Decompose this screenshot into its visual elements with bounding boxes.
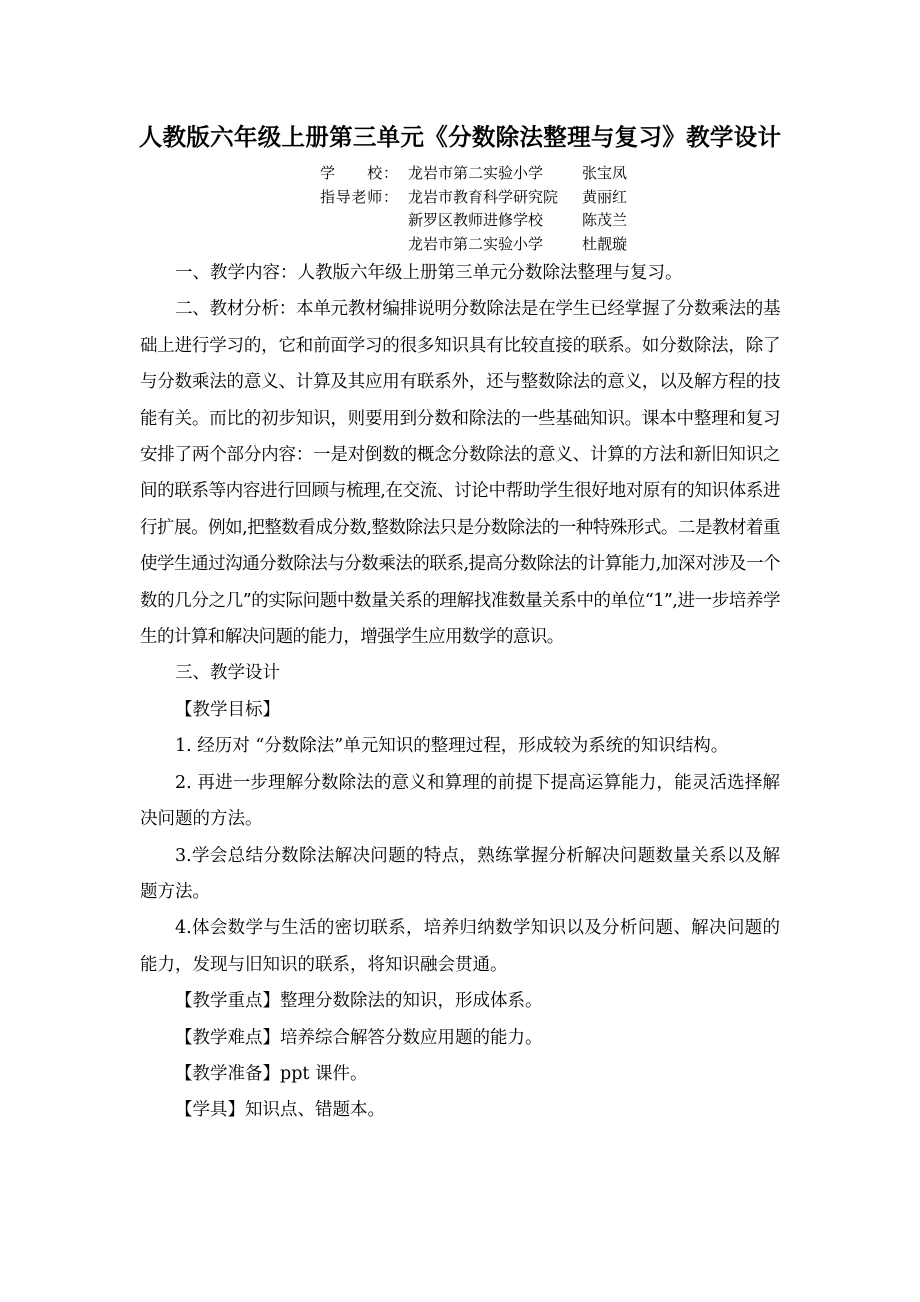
author-row-advisor-3 <box>320 233 627 257</box>
goal-item-4: 4.体会数学与生活的密切联系，培养归纳数学知识以及分析问题、解决问题的能力，发现与旧知识的联系，将知识融会贯通。 <box>140 918 780 975</box>
author-block <box>320 162 627 256</box>
document-body <box>140 255 780 1129</box>
author-label <box>320 209 398 233</box>
section-material-analysis: 二、教材分析：本单元教材编排说明分数除法是在学生已经掌握了分数乘法的基础上进行学习的，它和前面学习的很多知识具有比较直接的联系。如分数除法，除了与分数乘法的意义、计算及其应用有联系外，还与整数除法的意义，以及解方程的技能有关。而比的初步知识，则要用到分数和除法的一些基础知识。课本中整理和复习安排了两个部分内容：一是对倒数的概念分数除法的意义、计算的方法和新旧知识之间的联系等内容进行回顾与梳理,在交流、讨论中帮助学生很好地对原有的知识体系进行扩展。例如,把整数看成分数,整数除法只是分数除法的一种特殊形式。二是教材着重使学生通过沟通分数除法与分数乘法的联系,提高分数除法的计算能力,加深对涉及一个数的几分之几”的实际问题中数量关系的理解找准数量关系中的单位“1”,进一步培养学生的计算和解决问题的能力，增强学生应用数学的意识。 <box>140 299 780 648</box>
author-label <box>320 233 398 257</box>
teaching-difficulty: 【教学难点】培养综合解答分数应用题的能力。 <box>175 1027 543 1048</box>
learning-tools: 【学具】知识点、错题本。 <box>175 1100 385 1121</box>
section-teaching-design-heading: 三、教学设计 <box>175 663 280 684</box>
document-title: 人教版六年级上册第三单元《分数除法整理与复习》教学设计 <box>138 123 782 151</box>
author-name: 黄丽红 <box>582 187 628 206</box>
author-row-advisor-1 <box>320 186 627 210</box>
author-name: 张宝凤 <box>582 164 628 182</box>
teaching-key-point: 【教学重点】整理分数除法的知识，形成体系。 <box>175 991 543 1012</box>
author-organization: 龙岩市教育科学研究院 <box>408 187 559 206</box>
author-organization: 龙岩市第二实验小学 <box>408 164 544 182</box>
goal-item-3: 3.学会总结分数除法解决问题的特点，熟练掌握分析解决问题数量关系以及解题方法。 <box>140 845 780 902</box>
teaching-goals-heading: 【教学目标】 <box>175 699 280 720</box>
goal-item-1: 1. 经历对 “分数除法”单元知识的整理过程，形成较为系统的知识结构。 <box>175 736 729 757</box>
author-organization: 新罗区教师进修学校 <box>408 211 544 229</box>
section-teaching-content: 一、教学内容：人教版六年级上册第三单元分数除法整理与复习。 <box>175 263 683 283</box>
author-name: 陈茂兰 <box>582 211 628 229</box>
author-name: 杜靓璇 <box>582 234 628 253</box>
author-row-school <box>320 162 627 186</box>
author-label: 指导老师： <box>320 187 398 206</box>
goal-item-2: 2. 再进一步理解分数除法的意义和算理的前提下提高运算能力，能灵活选择解决问题的方法。 <box>140 772 780 830</box>
author-row-advisor-2 <box>320 209 627 233</box>
author-organization: 龙岩市第二实验小学 <box>408 234 544 253</box>
teaching-preparation: 【教学准备】ppt 课件。 <box>175 1063 368 1084</box>
author-label: 学 校： <box>320 164 398 182</box>
